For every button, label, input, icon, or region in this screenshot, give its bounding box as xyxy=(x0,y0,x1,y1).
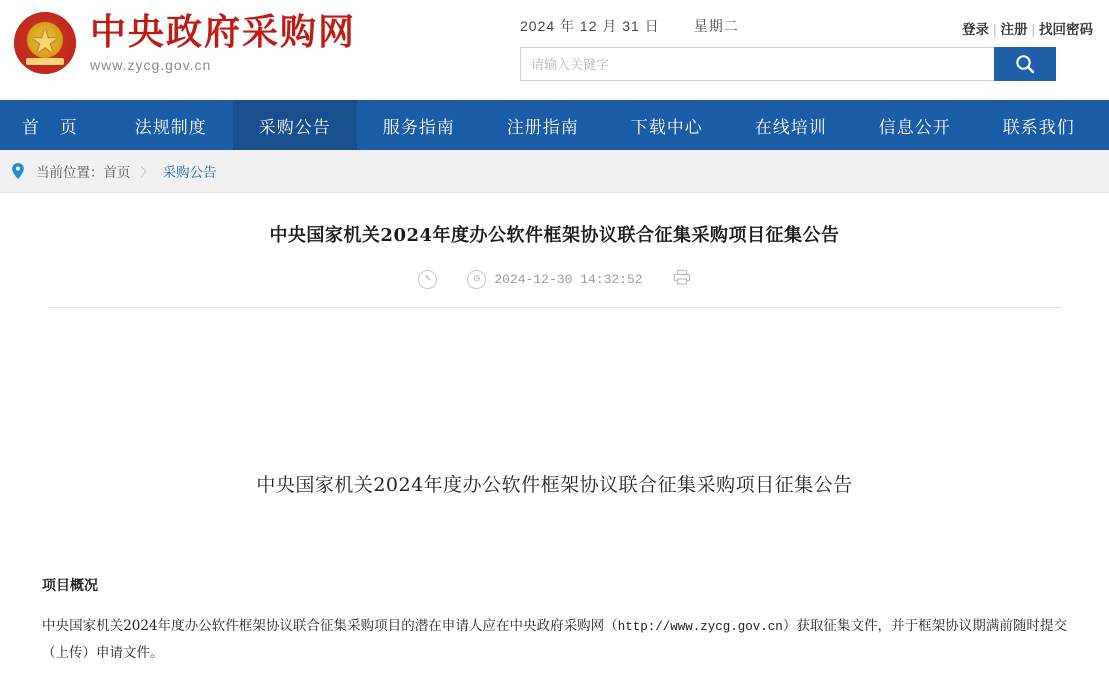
nav-label: 服务指南 xyxy=(382,117,455,137)
nav-item-online-training[interactable] xyxy=(729,100,853,150)
search-icon xyxy=(1014,53,1036,75)
current-date: 2024 年 12 月 31 日 xyxy=(520,18,660,34)
print-meta[interactable] xyxy=(673,269,691,289)
article-meta xyxy=(38,269,1071,289)
nav-item-service-guide[interactable] xyxy=(357,100,481,150)
clock-icon: ◷ xyxy=(467,270,486,289)
nav-item-register-guide[interactable] xyxy=(481,100,605,150)
timestamp-meta xyxy=(467,270,642,289)
section-heading-overview: 项目概况 xyxy=(42,578,98,594)
breadcrumb-item-home[interactable]: 首页 xyxy=(103,165,131,180)
site-header xyxy=(0,0,1109,100)
article-body-title: 中央国家机关2024年度办公软件框架协议联合征集采购项目征集公告 xyxy=(256,474,853,496)
pen-icon: ✎ xyxy=(418,270,437,289)
national-emblem-icon xyxy=(14,12,76,74)
find-password-link[interactable]: 找回密码 xyxy=(1039,22,1093,37)
nav-label: 联系我们 xyxy=(1002,117,1075,137)
header-right xyxy=(520,0,1109,81)
nav-label: 在线培训 xyxy=(754,117,827,137)
account-links xyxy=(962,18,1093,38)
search-bar xyxy=(520,47,1056,81)
nav-label: 注册指南 xyxy=(506,117,579,137)
search-button[interactable] xyxy=(994,47,1056,81)
breadcrumb-separator: 〉 xyxy=(140,164,153,179)
nav-item-regulations[interactable] xyxy=(109,100,233,150)
logo-area[interactable] xyxy=(0,0,520,74)
nav-label: 信息公开 xyxy=(878,117,951,137)
source-meta xyxy=(418,270,437,289)
nav-label: 首 页 xyxy=(22,117,85,137)
article-paragraph xyxy=(42,613,1067,666)
breadcrumb-prefix: 当前位置： xyxy=(36,165,104,180)
logo-text xyxy=(90,13,356,73)
nav-item-contact-us[interactable] xyxy=(977,100,1101,150)
login-link[interactable]: 登录 xyxy=(961,22,989,37)
paragraph-url: http://www.zycg.gov.cn xyxy=(617,620,783,634)
main-navigation xyxy=(0,100,1109,150)
paragraph-part-2: ）获取征集文件，并于框架协议期满前随时提交（上传）申请文件。 xyxy=(42,618,1067,661)
article-timestamp: 2024-12-30 14:32:52 xyxy=(494,271,643,287)
breadcrumb xyxy=(0,150,1109,193)
nav-label: 下载中心 xyxy=(630,117,703,137)
nav-label: 采购公告 xyxy=(258,117,331,137)
location-pin-icon xyxy=(10,162,26,180)
nav-item-home[interactable] xyxy=(0,100,109,150)
search-input[interactable] xyxy=(520,47,994,81)
site-title: 中央政府采购网 xyxy=(90,12,357,54)
nav-label: 法规制度 xyxy=(134,117,207,137)
breadcrumb-item-procurement-notice[interactable]: 采购公告 xyxy=(162,165,217,180)
nav-item-information-disclosure[interactable] xyxy=(853,100,977,150)
nav-item-download-center[interactable] xyxy=(605,100,729,150)
paragraph-part-1: 中央国家机关2024年度办公软件框架协议联合征集采购项目的潜在申请人应在中央政府采购网（ xyxy=(42,618,618,634)
current-weekday: 星期二 xyxy=(693,18,739,34)
printer-icon xyxy=(673,269,691,289)
site-url: www.zycg.gov.cn xyxy=(90,56,212,73)
meta-divider xyxy=(48,307,1061,308)
register-link[interactable]: 注册 xyxy=(1000,22,1028,37)
account-separator-1: | xyxy=(992,22,997,37)
article-content xyxy=(0,193,1109,687)
page-title: 中央国家机关2024年度办公软件框架协议联合征集采购项目征集公告 xyxy=(269,225,840,246)
nav-item-procurement-notice[interactable] xyxy=(233,100,357,150)
account-separator-2: | xyxy=(1031,22,1035,37)
